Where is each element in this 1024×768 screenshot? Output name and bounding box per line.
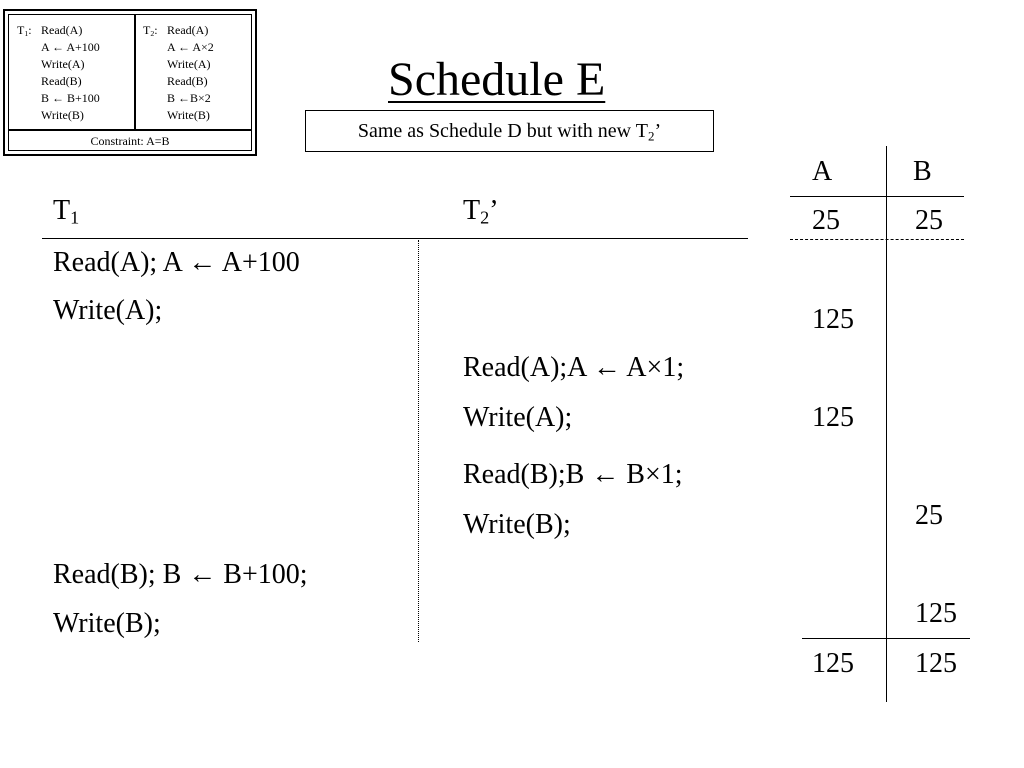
t1-definition <box>17 22 100 124</box>
t2-operation: Read(A);A ← A×1; <box>463 352 685 383</box>
t2-definition <box>143 22 214 124</box>
value-header-b: B <box>913 156 932 187</box>
value-a: 125 <box>812 402 854 433</box>
value-b: 125 <box>915 598 957 629</box>
transaction-definitions-box <box>3 9 257 156</box>
schedule-t2-header: $T_2$’ <box>463 195 499 228</box>
value-final-b: 125 <box>915 648 957 679</box>
t1-step: A ← A+100 <box>41 40 100 54</box>
value-b: 25 <box>915 500 943 531</box>
t2-step: B ←B×2 <box>167 91 211 105</box>
transaction-definitions-inner-frame <box>8 14 252 151</box>
subtitle-subscript: 2 <box>647 128 655 144</box>
t1-step: B ← B+100 <box>41 91 100 105</box>
value-initial-a: 25 <box>812 205 840 236</box>
t1-step: Read(A) <box>41 23 83 37</box>
subtitle-box <box>305 110 714 152</box>
t2-step: Read(A) <box>167 23 209 37</box>
t2-step: Write(A) <box>167 57 211 71</box>
value-initial-b: 25 <box>915 205 943 236</box>
value-header-a: A <box>812 156 833 187</box>
values-divider-vertical <box>886 146 887 702</box>
t1-step: Write(A) <box>41 57 85 71</box>
t1-operation: Write(B); <box>53 608 161 639</box>
t1-operation: Read(B); B ← B+100; <box>53 559 308 590</box>
definitions-divider-vertical <box>134 15 136 129</box>
t2-step: A ← A×2 <box>167 40 214 54</box>
t1-definition-label: $T_1$: <box>17 23 32 38</box>
t1-operation: Write(A); <box>53 295 163 326</box>
t2-definition-label: $T_2$: <box>143 23 158 38</box>
values-initial-rule <box>790 239 964 240</box>
t1-operation: Read(A); A ← A+100 <box>53 247 300 278</box>
schedule-t1-header: $T_1$ <box>53 195 80 228</box>
t1-step: Write(B) <box>41 108 84 122</box>
t1-step: Read(B) <box>41 74 82 88</box>
t2-step: Write(B) <box>167 108 210 122</box>
constraint-text: Constraint: A=B <box>90 134 170 148</box>
t2-operation: Read(B);B ← B×1; <box>463 459 683 490</box>
value-final-a: 125 <box>812 648 854 679</box>
t2-step: Read(B) <box>167 74 208 88</box>
schedule-column-divider <box>418 240 419 642</box>
t2-operation: Write(A); <box>463 402 573 433</box>
t2-operation: Write(B); <box>463 509 571 540</box>
values-final-rule <box>802 638 970 639</box>
value-a: 125 <box>812 304 854 335</box>
values-header-rule <box>790 196 964 197</box>
slide-title: Schedule E <box>388 53 606 106</box>
subtitle-suffix: ’ <box>654 120 662 142</box>
schedule-header-rule <box>42 238 748 239</box>
subtitle-text: Same as Schedule D but with new T <box>357 120 648 142</box>
definitions-divider-horizontal <box>9 129 251 131</box>
